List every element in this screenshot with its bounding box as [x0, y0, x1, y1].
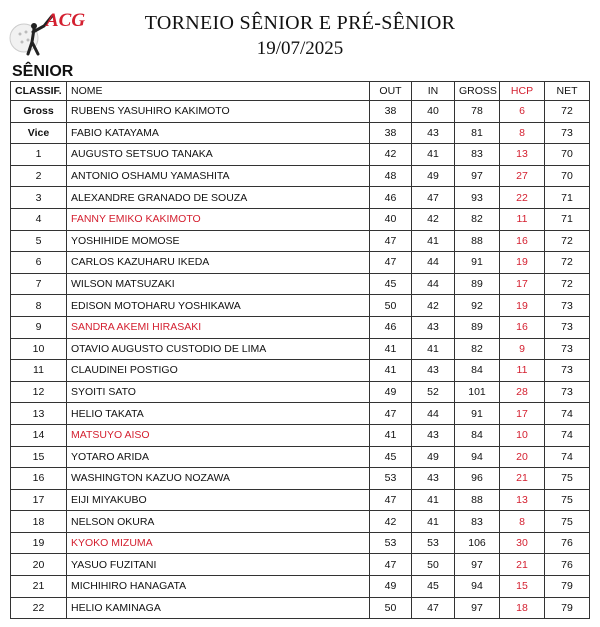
table-row: [11, 424, 590, 446]
cell-in: 41: [412, 489, 455, 511]
cell-gross: 101: [455, 381, 500, 403]
cell-hcp: 16: [500, 230, 545, 252]
svg-text:ACG: ACG: [46, 10, 86, 31]
cell-out: 45: [370, 273, 412, 295]
cell-net: 73: [545, 381, 590, 403]
cell-net: 75: [545, 511, 590, 533]
cell-nome: WASHINGTON KAZUO NOZAWA: [67, 468, 370, 490]
cell-classif: 1: [11, 144, 67, 166]
cell-hcp: 17: [500, 403, 545, 425]
cell-in: 43: [412, 122, 455, 144]
cell-in: 43: [412, 316, 455, 338]
cell-nome: HELIO KAMINAGA: [67, 597, 370, 619]
cell-classif: 5: [11, 230, 67, 252]
cell-classif: 21: [11, 576, 67, 598]
cell-nome: EIJI MIYAKUBO: [67, 489, 370, 511]
cell-out: 42: [370, 144, 412, 166]
cell-in: 41: [412, 144, 455, 166]
table-row: [11, 338, 590, 360]
header-hcp: HCP: [500, 82, 545, 101]
cell-nome: EDISON MOTOHARU YOSHIKAWA: [67, 295, 370, 317]
cell-out: 47: [370, 554, 412, 576]
cell-hcp: 9: [500, 338, 545, 360]
cell-gross: 93: [455, 187, 500, 209]
cell-out: 38: [370, 101, 412, 123]
header-out: OUT: [370, 82, 412, 101]
header-net: NET: [545, 82, 590, 101]
cell-net: 75: [545, 489, 590, 511]
cell-in: 52: [412, 381, 455, 403]
cell-gross: 82: [455, 338, 500, 360]
cell-gross: 94: [455, 576, 500, 598]
cell-gross: 94: [455, 446, 500, 468]
cell-classif: 13: [11, 403, 67, 425]
cell-nome: ALEXANDRE GRANADO DE SOUZA: [67, 187, 370, 209]
table-row: [11, 381, 590, 403]
cell-in: 44: [412, 273, 455, 295]
cell-hcp: 11: [500, 360, 545, 382]
cell-nome: HELIO TAKATA: [67, 403, 370, 425]
cell-classif: 14: [11, 424, 67, 446]
header-in: IN: [412, 82, 455, 101]
table-row: [11, 316, 590, 338]
tournament-title: TORNEIO SÊNIOR E PRÉ-SÊNIOR: [144, 12, 456, 34]
table-row: [11, 468, 590, 490]
cell-nome: SANDRA AKEMI HIRASAKI: [67, 316, 370, 338]
header-nome: NOME: [67, 82, 370, 101]
table-row: [11, 165, 590, 187]
table-row: [11, 101, 590, 123]
table-row: [11, 489, 590, 511]
cell-classif: 16: [11, 468, 67, 490]
cell-hcp: 30: [500, 532, 545, 554]
cell-hcp: 20: [500, 446, 545, 468]
cell-classif: 9: [11, 316, 67, 338]
cell-hcp: 21: [500, 554, 545, 576]
cell-out: 47: [370, 489, 412, 511]
cell-gross: 97: [455, 165, 500, 187]
cell-hcp: 16: [500, 316, 545, 338]
cell-hcp: 18: [500, 597, 545, 619]
cell-net: 72: [545, 252, 590, 274]
cell-classif: Vice: [11, 122, 67, 144]
cell-gross: 91: [455, 403, 500, 425]
cell-gross: 106: [455, 532, 500, 554]
cell-gross: 84: [455, 360, 500, 382]
cell-net: 70: [545, 165, 590, 187]
table-row: [11, 511, 590, 533]
header-classif: CLASSIF.: [11, 82, 67, 101]
cell-in: 42: [412, 208, 455, 230]
cell-hcp: 8: [500, 122, 545, 144]
cell-hcp: 15: [500, 576, 545, 598]
cell-out: 40: [370, 208, 412, 230]
cell-net: 75: [545, 468, 590, 490]
cell-out: 41: [370, 338, 412, 360]
cell-in: 41: [412, 511, 455, 533]
cell-classif: 3: [11, 187, 67, 209]
table-row: [11, 554, 590, 576]
cell-net: 72: [545, 101, 590, 123]
cell-nome: YOSHIHIDE MOMOSE: [67, 230, 370, 252]
cell-classif: 11: [11, 360, 67, 382]
cell-out: 53: [370, 532, 412, 554]
cell-in: 45: [412, 576, 455, 598]
cell-in: 41: [412, 230, 455, 252]
cell-gross: 83: [455, 144, 500, 166]
cell-gross: 97: [455, 597, 500, 619]
cell-gross: 97: [455, 554, 500, 576]
cell-classif: 10: [11, 338, 67, 360]
cell-classif: 7: [11, 273, 67, 295]
cell-gross: 92: [455, 295, 500, 317]
cell-hcp: 8: [500, 511, 545, 533]
cell-net: 79: [545, 576, 590, 598]
table-row: [11, 295, 590, 317]
cell-nome: FANNY EMIKO KAKIMOTO: [67, 208, 370, 230]
table-row: [11, 187, 590, 209]
cell-out: 46: [370, 187, 412, 209]
cell-nome: KYOKO MIZUMA: [67, 532, 370, 554]
cell-in: 49: [412, 446, 455, 468]
cell-out: 46: [370, 316, 412, 338]
cell-out: 47: [370, 230, 412, 252]
cell-out: 41: [370, 424, 412, 446]
cell-nome: AUGUSTO SETSUO TANAKA: [67, 144, 370, 166]
cell-out: 49: [370, 381, 412, 403]
cell-classif: Gross: [11, 101, 67, 123]
cell-classif: 19: [11, 532, 67, 554]
cell-nome: SYOITI SATO: [67, 381, 370, 403]
cell-classif: 4: [11, 208, 67, 230]
cell-classif: 15: [11, 446, 67, 468]
cell-gross: 91: [455, 252, 500, 274]
cell-out: 47: [370, 252, 412, 274]
cell-gross: 82: [455, 208, 500, 230]
cell-classif: 22: [11, 597, 67, 619]
cell-nome: YOTARO ARIDA: [67, 446, 370, 468]
cell-hcp: 19: [500, 295, 545, 317]
cell-hcp: 17: [500, 273, 545, 295]
cell-net: 70: [545, 144, 590, 166]
cell-in: 53: [412, 532, 455, 554]
cell-out: 41: [370, 360, 412, 382]
cell-in: 50: [412, 554, 455, 576]
cell-classif: 17: [11, 489, 67, 511]
cell-nome: MICHIHIRO HANAGATA: [67, 576, 370, 598]
cell-net: 73: [545, 295, 590, 317]
cell-out: 42: [370, 511, 412, 533]
cell-gross: 89: [455, 273, 500, 295]
cell-classif: 18: [11, 511, 67, 533]
cell-hcp: 28: [500, 381, 545, 403]
table-row: [11, 273, 590, 295]
cell-in: 42: [412, 295, 455, 317]
cell-net: 72: [545, 230, 590, 252]
table-row: [11, 446, 590, 468]
cell-hcp: 10: [500, 424, 545, 446]
cell-gross: 88: [455, 230, 500, 252]
cell-nome: YASUO FUZITANI: [67, 554, 370, 576]
cell-classif: 2: [11, 165, 67, 187]
cell-nome: CARLOS KAZUHARU IKEDA: [67, 252, 370, 274]
cell-hcp: 19: [500, 252, 545, 274]
section-title: SÊNIOR: [12, 63, 74, 80]
cell-out: 38: [370, 122, 412, 144]
cell-hcp: 11: [500, 208, 545, 230]
table-row: [11, 144, 590, 166]
cell-in: 43: [412, 424, 455, 446]
cell-nome: CLAUDINEI POSTIGO: [67, 360, 370, 382]
cell-classif: 20: [11, 554, 67, 576]
cell-classif: 6: [11, 252, 67, 274]
cell-net: 74: [545, 446, 590, 468]
table-row: [11, 230, 590, 252]
cell-out: 50: [370, 295, 412, 317]
cell-in: 41: [412, 338, 455, 360]
table-row: [11, 252, 590, 274]
cell-in: 40: [412, 101, 455, 123]
cell-nome: ANTONIO OSHAMU YAMASHITA: [67, 165, 370, 187]
cell-gross: 81: [455, 122, 500, 144]
cell-net: 73: [545, 122, 590, 144]
cell-out: 45: [370, 446, 412, 468]
cell-in: 44: [412, 403, 455, 425]
cell-nome: WILSON MATSUZAKI: [67, 273, 370, 295]
cell-hcp: 22: [500, 187, 545, 209]
cell-classif: 12: [11, 381, 67, 403]
cell-gross: 84: [455, 424, 500, 446]
cell-net: 76: [545, 532, 590, 554]
cell-net: 74: [545, 424, 590, 446]
table-row: [11, 122, 590, 144]
cell-nome: OTAVIO AUGUSTO CUSTODIO DE LIMA: [67, 338, 370, 360]
cell-hcp: 21: [500, 468, 545, 490]
cell-out: 49: [370, 576, 412, 598]
cell-hcp: 13: [500, 144, 545, 166]
table-row: [11, 360, 590, 382]
cell-net: 73: [545, 316, 590, 338]
cell-gross: 78: [455, 101, 500, 123]
cell-classif: 8: [11, 295, 67, 317]
results-table: [10, 81, 590, 619]
cell-gross: 88: [455, 489, 500, 511]
cell-out: 47: [370, 403, 412, 425]
table-header-row: [11, 82, 590, 101]
cell-out: 50: [370, 597, 412, 619]
cell-gross: 89: [455, 316, 500, 338]
cell-in: 43: [412, 468, 455, 490]
cell-net: 73: [545, 338, 590, 360]
table-row: [11, 403, 590, 425]
cell-out: 48: [370, 165, 412, 187]
cell-nome: NELSON OKURA: [67, 511, 370, 533]
cell-net: 72: [545, 273, 590, 295]
table-row: [11, 208, 590, 230]
header-gross: GROSS: [455, 82, 500, 101]
table-row: [11, 532, 590, 554]
cell-in: 49: [412, 165, 455, 187]
cell-net: 71: [545, 187, 590, 209]
cell-hcp: 6: [500, 101, 545, 123]
cell-net: 74: [545, 403, 590, 425]
cell-net: 73: [545, 360, 590, 382]
table-row: [11, 597, 590, 619]
cell-gross: 96: [455, 468, 500, 490]
cell-net: 79: [545, 597, 590, 619]
cell-nome: MATSUYO AISO: [67, 424, 370, 446]
tournament-date: 19/07/2025: [256, 38, 344, 59]
cell-nome: RUBENS YASUHIRO KAKIMOTO: [67, 101, 370, 123]
cell-nome: FABIO KATAYAMA: [67, 122, 370, 144]
cell-in: 44: [412, 252, 455, 274]
table-row: [11, 576, 590, 598]
cell-gross: 83: [455, 511, 500, 533]
cell-out: 53: [370, 468, 412, 490]
cell-net: 71: [545, 208, 590, 230]
cell-hcp: 13: [500, 489, 545, 511]
cell-in: 43: [412, 360, 455, 382]
cell-in: 47: [412, 597, 455, 619]
cell-net: 76: [545, 554, 590, 576]
cell-hcp: 27: [500, 165, 545, 187]
cell-in: 47: [412, 187, 455, 209]
